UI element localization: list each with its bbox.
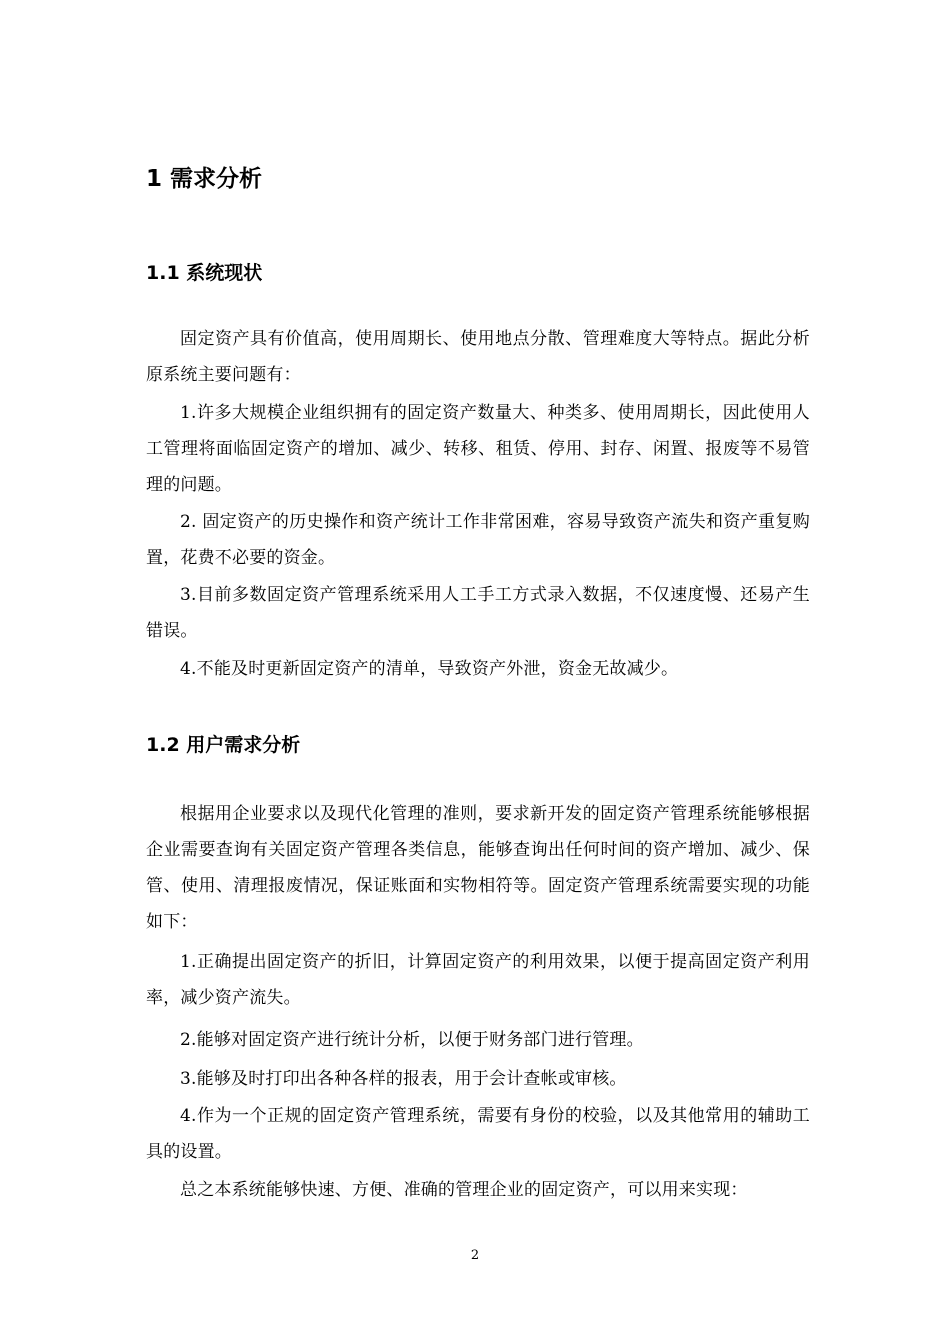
- section1-item-2: 2. 固定资产的历史操作和资产统计工作非常困难，容易导致资产流失和资产重复购置，花费不必要的资金。: [146, 512, 810, 568]
- section-heading-user-requirements: 1.2 用户需求分析: [146, 734, 301, 756]
- section1-item-3: 3.目前多数固定资产管理系统采用人工手工方式录入数据，不仅速度慢、还易产生错误。: [146, 585, 810, 641]
- section2-intro: 根据用企业要求以及现代化管理的准则，要求新开发的固定资产管理系统能够根据企业需要查询有关固定资产管理各类信息，能够查询出任何时间的资产增加、减少、保管、使用、清理报废情况，保证账面和实物相符等。固定资产管理系统需要实现的功能如下：: [146, 804, 810, 932]
- section1-item-1: 1.许多大规模企业组织拥有的固定资产数量大、种类多、使用周期长，因此使用人工管理将面临固定资产的增加、减少、转移、租赁、停用、封存、闲置、报废等不易管理的问题。: [146, 403, 810, 495]
- section1-item-4: 4.不能及时更新固定资产的清单，导致资产外泄，资金无故减少。: [180, 659, 679, 679]
- section2-item-2: 2.能够对固定资产进行统计分析，以便于财务部门进行管理。: [180, 1030, 644, 1050]
- page-number: 2: [470, 1248, 480, 1263]
- section2-item-1: 1.正确提出固定资产的折旧，计算固定资产的利用效果，以便于提高固定资产利用率，减少资产流失。: [146, 952, 810, 1008]
- section2-item-3: 3.能够及时打印出各种各样的报表，用于会计查帐或审核。: [180, 1069, 627, 1089]
- section2-closing: 总之本系统能够快速、方便、准确的管理企业的固定资产，可以用来实现：: [180, 1180, 748, 1200]
- section-heading-system-status: 1.1 系统现状: [146, 262, 263, 284]
- section1-intro: 固定资产具有价值高，使用周期长、使用地点分散、管理难度大等特点。据此分析原系统主要问题有：: [146, 329, 810, 385]
- section2-item-4: 4.作为一个正规的固定资产管理系统，需要有身份的校验，以及其他常用的辅助工具的设置。: [146, 1106, 810, 1162]
- chapter-heading: 1 需求分析: [146, 166, 263, 192]
